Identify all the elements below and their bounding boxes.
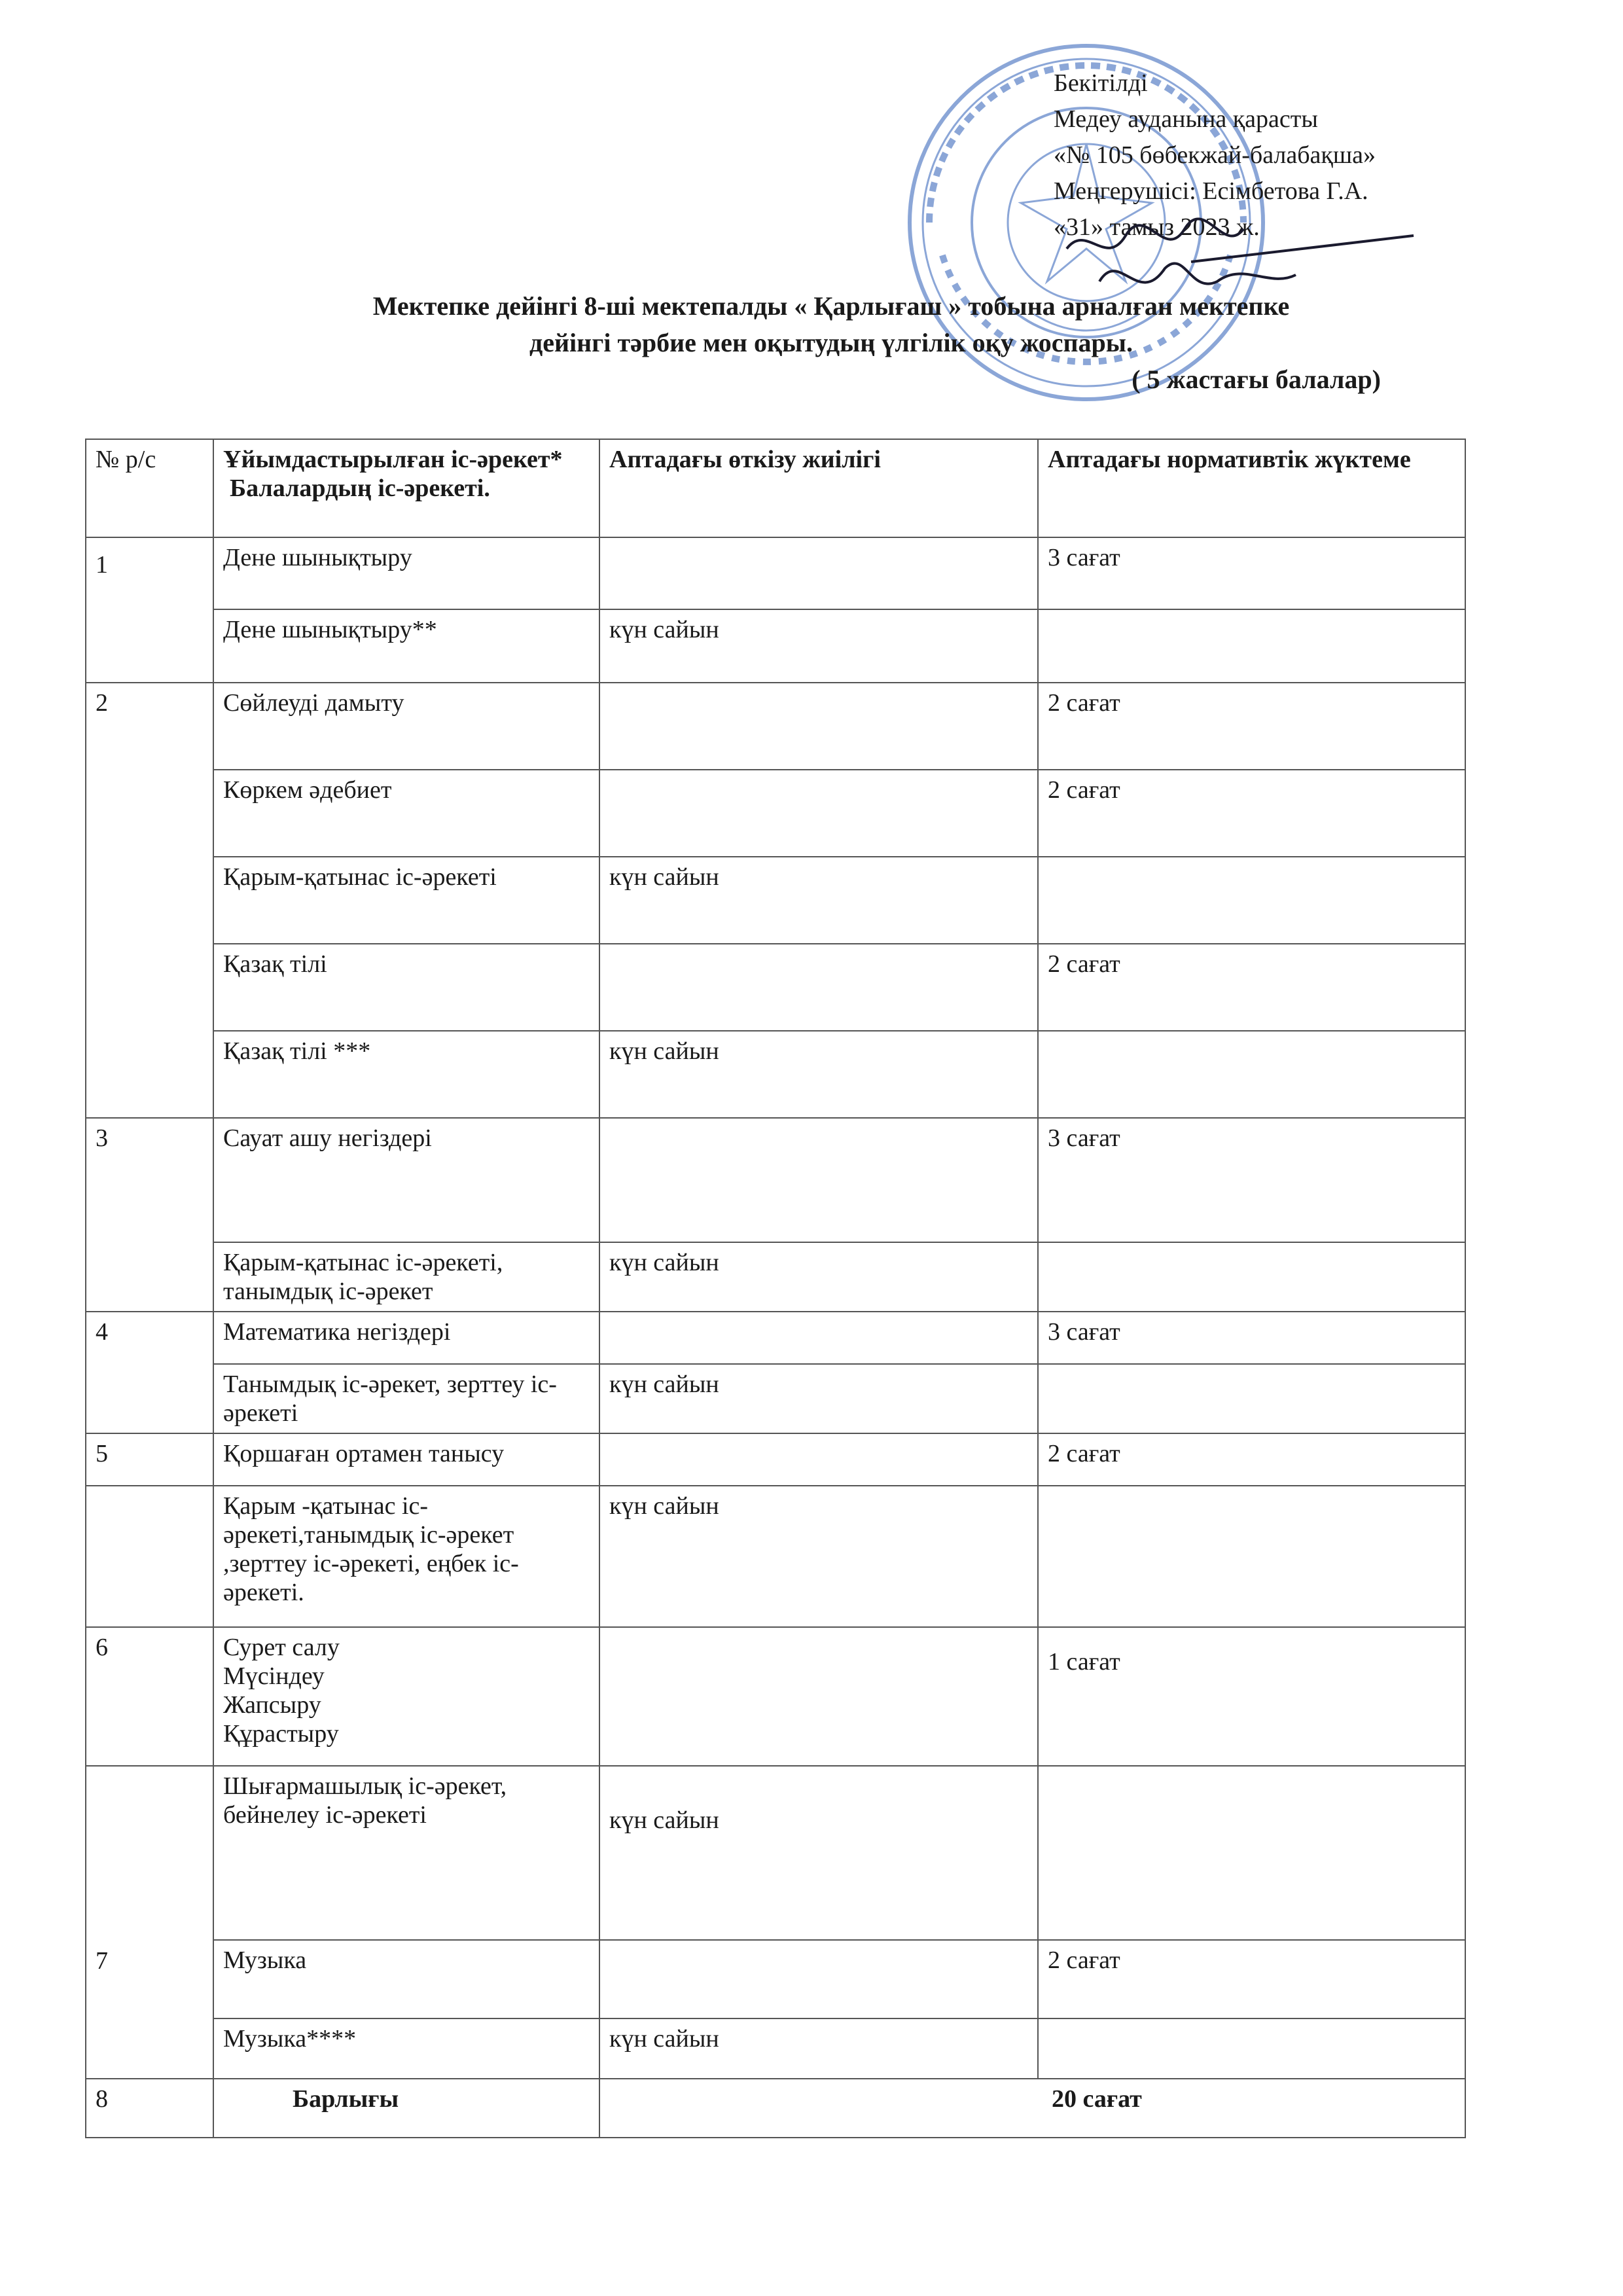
table-row [86,683,1465,770]
curriculum-table [85,439,1466,2138]
row-number [86,857,213,944]
row-activity: Танымдық іс-әрекет, зерттеу іс-әрекеті [213,1364,599,1433]
row-activity: Қарым-қатынас іс-әрекеті, танымдық іс-әрекет [213,1242,599,1312]
total-row [86,2079,1465,2138]
heading-age-group: ( 5 жастағы балалар) [1132,365,1381,394]
row-number: 6 [86,1627,213,1766]
row-number [86,944,213,1031]
row-number [86,2018,213,2079]
row-frequency: күн сайын [599,2018,1038,2079]
approval-title: Бекітілді [1054,69,1148,97]
heading-line-1: Мектепке дейінгі 8-ші мектепалды « Қарлығаш » тобына арналған мектепке [372,291,1290,321]
row-load: 1 сағат [1038,1627,1465,1766]
table-row [86,609,1465,683]
row-load [1038,1364,1465,1433]
row-load: 2 сағат [1038,1940,1465,2018]
row-load: 3 сағат [1038,1118,1465,1242]
total-label: Барлығы [213,2079,599,2138]
table-row [86,1312,1465,1364]
row-load [1038,1242,1465,1312]
row-activity: Дене шынықтыру [213,537,599,609]
activity-applique: Жапсыру [223,1691,321,1719]
table-row [86,2018,1465,2079]
row-activity: Дене шынықтыру** [213,609,599,683]
row-activity [213,1627,599,1766]
activity-modeling: Мүсіндеу [223,1662,325,1690]
table-header-row [86,439,1465,537]
total-number: 8 [86,2079,213,2138]
total-value: 20 сағат [599,2079,1465,2138]
row-activity: Математика негіздері [213,1312,599,1364]
header-load: Аптадағы нормативтік жүктеме [1038,439,1465,537]
row-activity: Сауат ашу негіздері [213,1118,599,1242]
row-load [1038,1486,1465,1627]
row-frequency: күн сайын [599,1364,1038,1433]
row-number-value: 1 [96,551,108,579]
approval-district: Медеу ауданына қарасты [1054,105,1318,133]
row-load [1038,1031,1465,1118]
row-activity: Музыка [213,1940,599,2018]
row-number: 3 [86,1118,213,1242]
signature-icon [1067,219,1414,283]
activity-construction: Құрастыру [223,1720,339,1748]
row-number [86,1364,213,1433]
row-load: 2 сағат [1038,944,1465,1031]
row-frequency [599,1118,1038,1242]
row-load: 3 сағат [1038,1312,1465,1364]
row-number: 7 [86,1940,213,2018]
row-activity: Қарым -қатынас іс-әрекеті,танымдық іс-әрекет ,зерттеу іс-әрекеті, еңбек іс-әрекеті. [213,1486,599,1627]
table-row [86,770,1465,857]
row-activity: Шығармашылық іс-әрекет, бейнелеу іс-әрекеті [213,1766,599,1940]
table-row [86,857,1465,944]
header-activity [213,439,599,537]
row-frequency [599,537,1038,609]
header-frequency: Аптадағы өткізу жиілігі [599,439,1038,537]
activity-drawing: Сурет салу [223,1634,340,1661]
table-row [86,1766,1465,1940]
row-frequency [599,683,1038,770]
row-number [86,1486,213,1627]
row-frequency: күн сайын [599,1242,1038,1312]
table-row [86,1433,1465,1486]
heading-line-2: дейінгі тәрбие мен оқытудың үлгілік оқу жоспары. [529,328,1133,357]
row-number [86,1242,213,1312]
row-load: 2 сағат [1038,770,1465,857]
approval-date: «31» тамыз 2023 ж. [1054,213,1260,241]
row-activity: Қоршаған ортамен танысу [213,1433,599,1486]
row-frequency [599,770,1038,857]
row-frequency: күн сайын [599,1766,1038,1940]
row-number [86,1031,213,1118]
row-load: 3 сағат [1038,537,1465,609]
approval-head: Меңгерушісі: Есімбетова Г.А. [1054,177,1368,205]
row-load [1038,609,1465,683]
row-number: 2 [86,683,213,770]
header-activity-line-2: Балалардың іс-әрекеті. [230,475,490,502]
header-number: № р/с [86,439,213,537]
row-load [1038,857,1465,944]
row-frequency [599,1940,1038,2018]
approval-institution: «№ 105 бөбекжай-балабақша» [1054,141,1376,169]
row-load: 2 сағат [1038,683,1465,770]
row-load: 2 сағат [1038,1433,1465,1486]
row-activity: Қазақ тілі *** [213,1031,599,1118]
row-frequency [599,1627,1038,1766]
table-row [86,1118,1465,1242]
row-frequency: күн сайын [599,609,1038,683]
table-row [86,1242,1465,1312]
table-row [86,1940,1465,2018]
row-frequency: күн сайын [599,1031,1038,1118]
row-frequency: күн сайын [599,857,1038,944]
row-number: 4 [86,1312,213,1364]
row-frequency [599,944,1038,1031]
row-activity: Қарым-қатынас іс-әрекеті [213,857,599,944]
row-activity: Қазақ тілі [213,944,599,1031]
row-activity: Сөйлеуді дамыту [213,683,599,770]
row-load [1038,1766,1465,1940]
table-row [86,1627,1465,1766]
row-frequency [599,1433,1038,1486]
row-number [86,551,213,683]
row-number [86,770,213,857]
document-heading [131,288,1531,398]
row-activity: Көркем әдебиет [213,770,599,857]
header-activity-line-1: Ұйымдастырылған іс-әрекет* [223,446,563,473]
row-number [86,1766,213,1940]
row-frequency [599,1312,1038,1364]
table-row [86,1031,1465,1118]
row-load [1038,2018,1465,2079]
table-row [86,537,1465,609]
table-row [86,944,1465,1031]
row-activity: Музыка**** [213,2018,599,2079]
row-frequency: күн сайын [599,1486,1038,1627]
table-row [86,1364,1465,1433]
table-row [86,1486,1465,1627]
row-number: 5 [86,1433,213,1486]
